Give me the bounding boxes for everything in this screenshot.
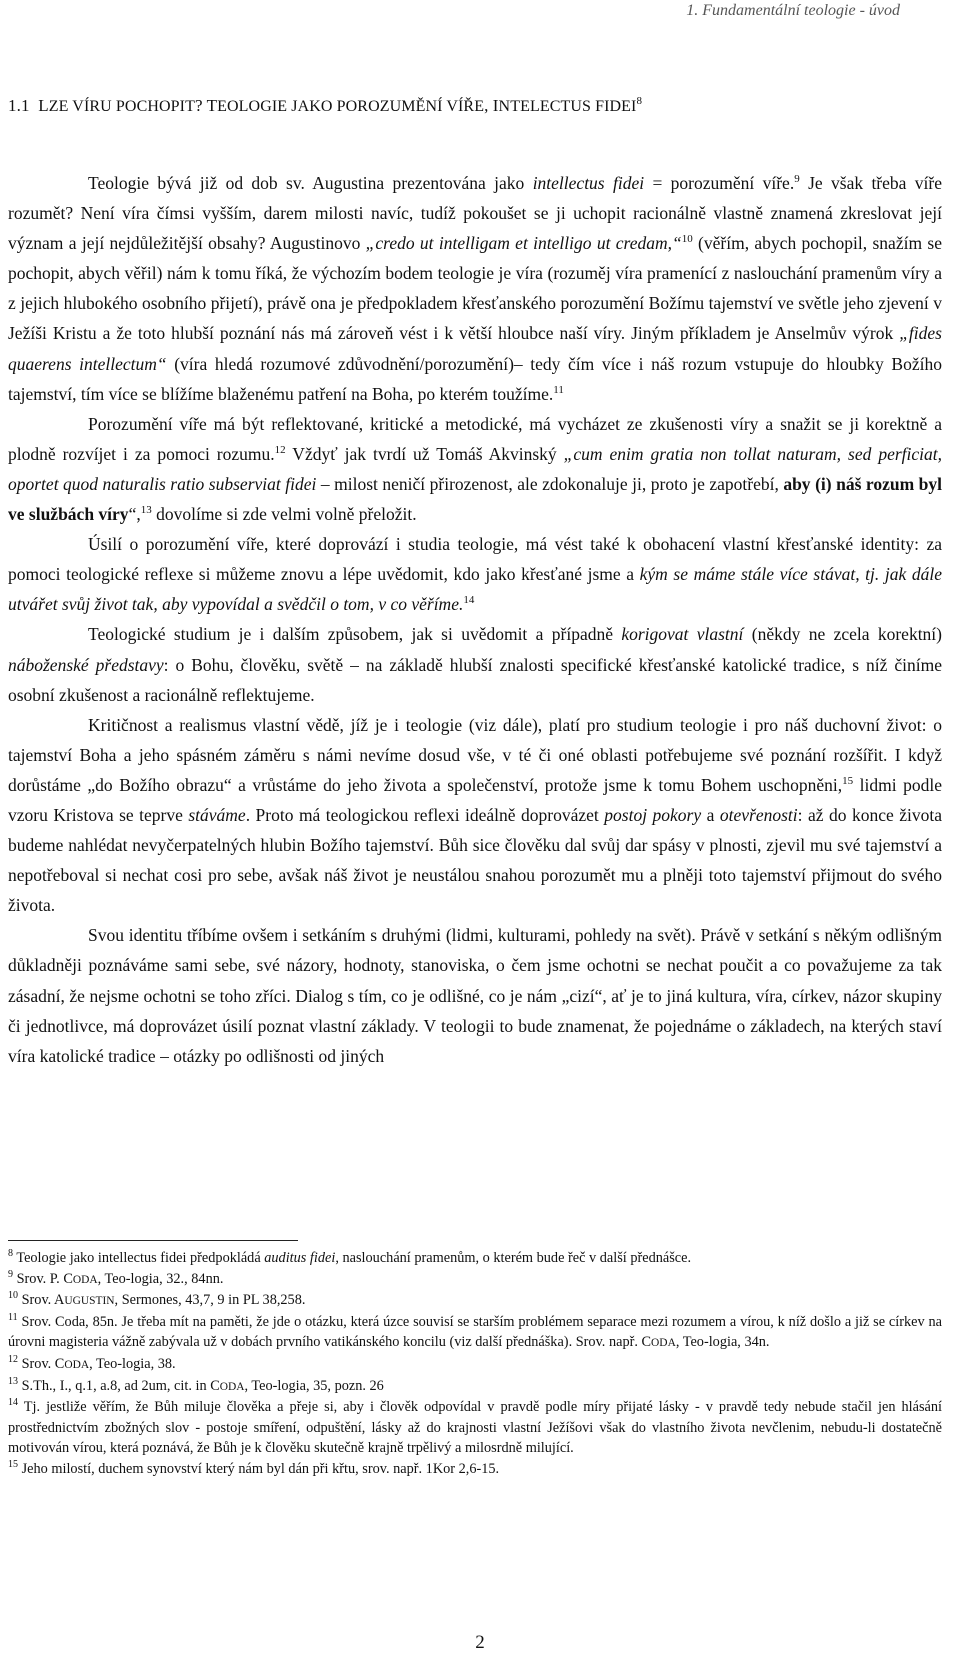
heading-part: ZE VÍRU POCHOPIT [48, 98, 195, 115]
text-run: : o Bohu, člověku, světě – na základě hlubší znalosti specifické křesťanské katolické tradice, s níž činíme osobní zkušenost a racionálně reflektujeme. [8, 654, 942, 705]
paragraph [8, 168, 942, 409]
footnote [8, 1376, 942, 1398]
small-caps-text: UGUSTIN [64, 1295, 115, 1308]
italic-text: korigovat vlastní [621, 624, 744, 645]
text-run: Je však třeba víře rozumět? Není víra čímsi vyšším, darem milosti navíc, tudíž pokoušet se ji uchopit racionálně vlastně znamená zkreslovat její význam a její nejdůležitější obsahy? Augustinovo [8, 173, 942, 254]
footnote-ref[interactable]: 13 [140, 504, 152, 517]
footnote [8, 1269, 942, 1291]
text-run: Tj. jestliže věřím, že Bůh miluje člověka a přeje si, aby i člověk odpovídal v pravdě podle míry přijaté lásky - v pravdě tedy nebude stačil jen hlásání prostřednictvím zbožných slov - postoje smíření, odpuštění, lásky až do krajnosti vlastní Ježíšovi však do vlastního života nevčlenim, nebudu-li dostatečně motivován vírou, která poznává, že Bůh je k člověku skutečně krajně trpělivý a milosrdně milující. [8, 1399, 942, 1457]
text-run: = porozumění víře. [644, 173, 795, 193]
text-run: , Teo-logia, 32., 84nn. [97, 1270, 224, 1287]
italic-text: kým se máme stále více stávat, tj. jak dále utvářet svůj život tak, aby vypovídal a svědčil o tom, v co věříme. [8, 564, 942, 615]
italic-text: intellectus fidei [532, 173, 645, 193]
footnote-ref[interactable]: 12 [274, 443, 286, 456]
italic-text: stáváme [188, 804, 246, 825]
text-run: , Teo-logia, 34n. [675, 1334, 770, 1351]
text-run: Teologie jako intellectus fidei předpokládá [16, 1250, 265, 1266]
text-run: a [701, 804, 720, 825]
page-number: 2 [475, 1632, 485, 1653]
text-run: “, [128, 504, 141, 525]
footnote-ref[interactable]: 15 [842, 774, 854, 787]
small-caps-text: ODA [219, 1380, 245, 1393]
text-run: Srov. Coda, 85n. Je třeba mít na paměti, že jde o otázku, která úzce souvisí se starším problémem separace mezi rozumem a vírou, k níž došlo a již se církev na úrovni magisteria vážně zabývala už v dobách prvního vatikánského koncilu (viz další přednáška). Srov. např. C [8, 1313, 943, 1351]
footnote-number: 9 [8, 1268, 13, 1280]
text-run: Jeho milostí, duchem synovství který nám byl dán při křtu, srov. např. 1Kor 2,6-15. [21, 1460, 500, 1477]
italic-text: náboženské představy [8, 654, 164, 675]
text-run: (věřím, abych pochopil, snažím se pochopit, abych věřil) nám k tomu říká, že výchozím bodem teologie je víra (rozuměj víra pramenící z naslouchání pramenům víry a z jejich hlubokého osobního přijetí), právě ona je předpokladem křesťanského porozumění Božímu tajemství ve světle jeho zjevení v Ježíši Kristu a že toto hlubší poznání nás má zároveň vést i k větší hloubce naší víry. Jiným příkladem je Anselmův výrok [8, 233, 942, 344]
footnote-number: 13 [8, 1375, 18, 1387]
text-run: : až do konce života budeme nahlédat nevyčerpatelných hlubin Božího tajemství. Bůh sice člověku dal svůj dar spásy v plnosti, zjevil mu své tajemství a nepotřeboval si nechat cosi pro sebe, avšak náš život je neustálou snahou porozumět mu a plněji toto tajemství přijmout do svého života. [8, 804, 942, 916]
footnote [8, 1397, 942, 1459]
small-caps-text: ODA [72, 1273, 98, 1286]
section-title [38, 96, 636, 115]
footnotes [8, 1248, 942, 1480]
italic-text: „credo ut intelligam et intelligo ut credam,“ [365, 233, 682, 254]
text-run: . Proto má teologickou reflexi ideálně doprovázet [245, 804, 605, 825]
small-caps-text: ODA [651, 1337, 676, 1350]
paragraph [8, 529, 942, 619]
footnote [8, 1248, 942, 1269]
italic-text: otevřenosti [719, 804, 798, 825]
footnote-ref[interactable]: 10 [681, 233, 693, 246]
paragraph [8, 619, 942, 709]
italic-text: postoj pokory [604, 804, 702, 825]
footnote-number: 12 [8, 1353, 18, 1365]
footnote-number: 14 [8, 1397, 18, 1409]
heading-part: , I [484, 96, 499, 115]
heading-part: NTELECTUS FIDEI [498, 98, 637, 115]
italic-text: „cum enim gratia non tollat naturam, sed perficiat, oportet quod naturalis ratio subserviat fidei – [8, 443, 942, 494]
footnote-number: 8 [8, 1248, 13, 1259]
footnote [8, 1354, 942, 1376]
text-run: Porozumění víře má být reflektované, kritické a metodické, má vycházet ze zkušenosti víry a snažit se ji korektně a plodně rozvíjet i za pomoci rozumu. [8, 413, 942, 464]
italic-text: „fides quaerens intellectum“ [8, 323, 942, 374]
footnote [8, 1312, 942, 1354]
text-run: Kritičnost a realismus vlastní vědě, jíž je i teologie (viz dále), platí pro studium teologie i pro náš duchovní život: o tajemství Boha a jeho spásném záměru s námi nevíme dosud vše, v té či oné oblasti potřebujeme své poznání rozšířit. I když dorůstáme „do Božího obrazu“ a vrůstáme do jeho života a společenství, protože jsme k tomu Bohem uschopněni, [8, 714, 942, 795]
text-run: Teologické studium je i dalším způsobem, jak si uvědomit a případně [88, 624, 622, 645]
footnote-number: 10 [8, 1290, 18, 1302]
bold-text: aby (i) náš rozum byl ve službách víry [8, 473, 943, 525]
text-run: dovolíme si zde velmi volně přeložit. [151, 504, 417, 525]
text-run: Srov. P. C [16, 1270, 73, 1287]
paragraph [8, 409, 942, 529]
paragraph [8, 710, 942, 921]
footnote-number: 15 [8, 1458, 18, 1470]
text-run: Úsilí o porozumění víře, které doprovází i studia teologie, má vést také k obohacení vlastní křesťanské identity: za pomoci teologické reflexe si můžeme znovu a lépe uvědomit, kdo jako křesťané jsme a [8, 534, 942, 585]
text-run: Srov. A [21, 1292, 65, 1309]
text-run: (někdy ne zcela korektní) [743, 624, 942, 645]
heading-part: L [38, 96, 49, 115]
text-run: , Teo-logia, 35, pozn. 26 [244, 1377, 384, 1394]
running-head: 1. Fundamentální teologie - úvod [686, 2, 900, 19]
text-run: Teologie bývá již od dob sv. Augustina prezentována jako [88, 173, 533, 193]
footnote [8, 1459, 942, 1480]
text-run: milost neničí přirozenost, ale zdokonaluje ji, proto je zapotřebí, [329, 473, 784, 494]
text-run: Svou identitu tříbíme ovšem i setkáním s druhými (lidmi, kulturami, pohledy na svět). Právě v setkání s někým odlišným důkladněji poznáváme sami sebe, své názory, hodnoty, stanoviska, o čem jsme ochotni se nechat poučit a co považujeme za tak zásadní, že nejsme ochotni se toho zříci. Dialog s tím, co je odlišné, co je nám „cizí“, ať je to jiná kultura, víra, církev, názor skupiny či jednotlivce, má doprovázet úsilí poznat vlastní základy. V teologii to bude znamenat, že pojednáme o základech, na kterých staví víra katolické tradice – otázky po odlišnosti od jiných [8, 925, 942, 1066]
text-run: , naslouchání pramenům, o kterém bude řeč v další přednášce. [335, 1250, 692, 1266]
section-heading [8, 96, 928, 116]
footnote [8, 1290, 942, 1312]
paragraph [8, 920, 942, 1070]
section-number: 1.1 [8, 96, 30, 115]
footnote-ref[interactable]: 8 [636, 95, 643, 107]
footnote-ref[interactable]: 11 [553, 383, 564, 396]
text-run: lidmi podle vzoru Kristova se teprve [8, 774, 943, 825]
small-caps-text: ODA [64, 1358, 90, 1371]
footnote-divider [8, 1240, 298, 1241]
text-run: Vždyť jak tvrdí už Tomáš Akvinský [285, 443, 564, 464]
footnote-number: 11 [8, 1311, 18, 1323]
heading-part: ? T [194, 96, 218, 115]
body-text [8, 168, 942, 1071]
footnote-ref[interactable]: 9 [794, 173, 800, 185]
text-run: (víra hledá rozumové zdůvodnění/porozumění)– tedy čím více i náš rozum vstupuje do hloubky Božího tajemství, tím více se blížíme blaženému patření na Boha, po kterém toužíme. [8, 353, 942, 404]
italic-text: auditus fidei [264, 1250, 336, 1266]
text-run: , Teo-logia, 38. [89, 1355, 176, 1372]
text-run: S.Th., I., q.1, a.8, ad 2um, cit. in C [21, 1377, 220, 1394]
text-run: , Sermones, 43,7, 9 in PL 38,258. [114, 1292, 306, 1309]
heading-part: EOLOGIE JAKO POROZUMĚNÍ VÍŘE [217, 98, 485, 115]
text-run: Srov. C [21, 1355, 65, 1372]
footnote-ref[interactable]: 14 [463, 594, 475, 607]
